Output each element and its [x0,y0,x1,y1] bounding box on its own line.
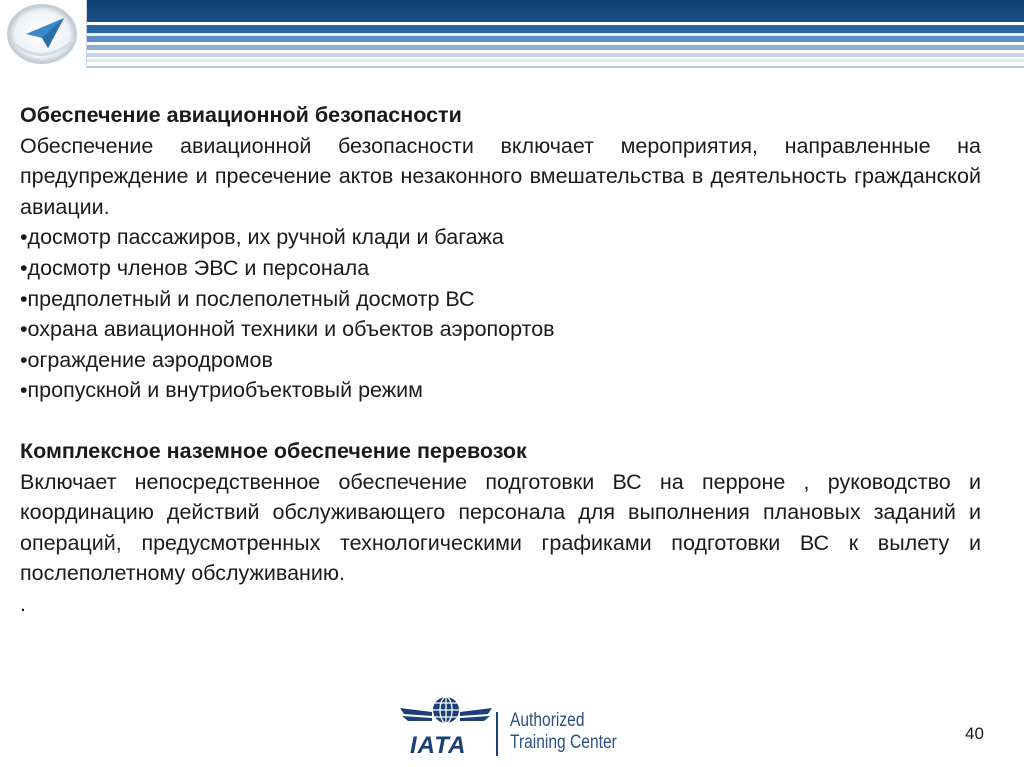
bullet-item: •досмотр пассажиров, их ручной клади и багажа [20,225,504,250]
section2-heading: Комплексное наземное обеспечение перевозок [20,438,527,463]
corner-logo [0,0,87,68]
training-line1: Authorized [510,710,585,731]
header-stripes [87,0,1024,66]
slide-content [20,100,981,620]
section1-intro: Обеспечение авиационной безопасности включает мероприятия, направленные на предупреждение и пресечение актов незаконного вмешательства в деятельность гражданской авиации. [20,133,981,219]
section2-body: Включает непосредственное обеспечение подготовки ВС на перроне , руководство и координацию действий обслуживающего персонала для выполнения плановых заданий и операций, предусмотренных технологическими графиками подготовки ВС к вылету и послеполетному обслуживанию. [20,469,981,586]
section1-heading: Обеспечение авиационной безопасности [20,103,462,127]
page-number: 40 [965,724,984,743]
paper-plane-icon [4,2,82,66]
trailing-mark: . [20,591,26,616]
iata-wordmark: IATA [410,732,467,759]
bullet-item: •ограждение аэродромов [20,347,273,372]
bullet-item: •пропускной и внутриобъектовый режим [20,378,423,403]
training-line2: Training Center [510,732,617,753]
header-band [0,0,1024,68]
header-divider [87,66,1024,68]
iata-globe-wings-icon [398,690,494,734]
bullet-item: •досмотр членов ЭВС и персонала [20,255,370,280]
training-center-label [510,710,617,754]
logo-separator [496,712,498,756]
bullet-item: •охрана авиационной техники и объектов аэропортов [20,317,555,342]
bullet-item: •предполетный и послеполетный досмотр ВС [20,286,475,311]
iata-logo [398,690,618,760]
